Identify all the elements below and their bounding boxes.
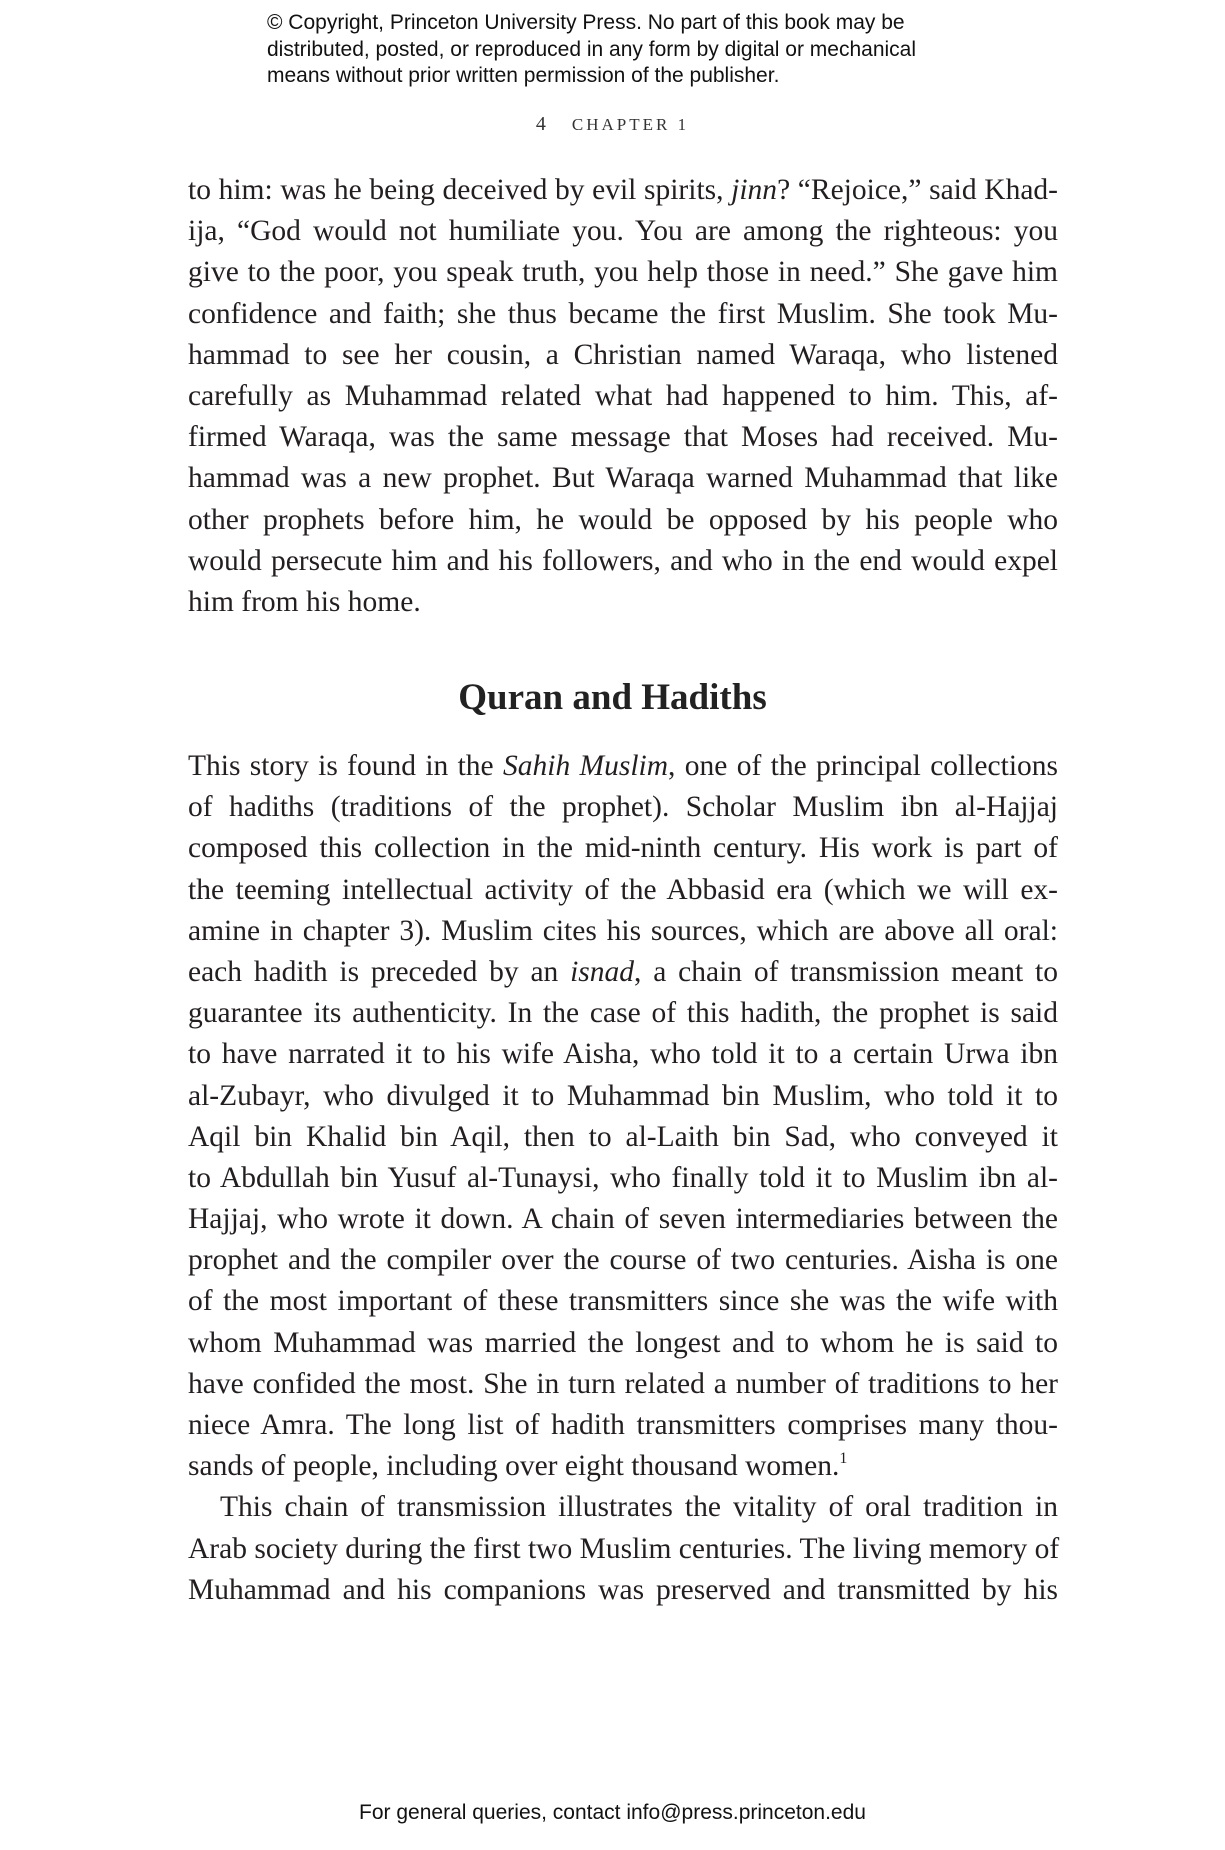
- text-line: al-Zubayr, who divulged it to Muhammad bin Muslim, who told it to: [188, 1079, 1058, 1112]
- text-line: give to the poor, you speak truth, you help those in need.” She gave him: [188, 256, 1058, 289]
- text-line: prophet and the compiler over the course of two centuries. Aisha is one: [188, 1244, 1058, 1277]
- paragraph-2-body: [188, 746, 1058, 1487]
- italic-term: isnad: [570, 955, 635, 988]
- copyright-line: distributed, posted, or reproduced in any form by digital or mechanical: [267, 37, 917, 61]
- text-line: to him: was he being deceived by evil spirits, jinn? “Rejoice,” said Khad-: [188, 174, 1058, 206]
- copyright-notice: [267, 10, 987, 90]
- paragraph-1: [188, 170, 1058, 623]
- text-line: amine in chapter 3). Muslim cites his sources, which are above all oral:: [188, 914, 1058, 947]
- text-line: confidence and faith; she thus became the first Muslim. She took Mu-: [188, 297, 1058, 330]
- text-line: to Abdullah bin Yusuf al-Tunaysi, who finally told it to Muslim ibn al-: [188, 1161, 1058, 1194]
- footnote-marker[interactable]: 1: [839, 1450, 848, 1468]
- text-line: guarantee its authenticity. In the case of this hadith, the prophet is said: [188, 997, 1058, 1030]
- text-line: have confided the most. She in turn related a number of traditions to her: [188, 1367, 1058, 1400]
- text-line: Muhammad and his companions was preserved and transmitted by his: [188, 1573, 1058, 1606]
- text-line: ija, “God would not humiliate you. You are among the righteous: you: [188, 215, 1058, 248]
- text-line: carefully as Muhammad related what had happened to him. This, af-: [188, 379, 1058, 412]
- text-line: of the most important of these transmitters since she was the wife with: [188, 1285, 1058, 1318]
- text-line: the teeming intellectual activity of the Abbasid era (which we will ex-: [188, 873, 1058, 906]
- text-line: each hadith is preceded by an isnad, a chain of transmission meant to: [188, 955, 1059, 988]
- text-line: hammad was a new prophet. But Waraqa warned Muhammad that like: [188, 462, 1058, 495]
- text-line: Hajjaj, who wrote it down. A chain of seven intermediaries between the: [188, 1203, 1058, 1236]
- italic-term: jinn: [731, 174, 778, 206]
- copyright-line: means without prior written permission of the publisher.: [267, 64, 780, 87]
- paragraph-2: [188, 746, 1058, 1611]
- footer-contact: For general queries, contact info@press.princeton.edu: [359, 1801, 866, 1824]
- text-line: niece Amra. The long list of hadith transmitters comprises many thou-: [188, 1409, 1058, 1441]
- text-line: hammad to see her cousin, a Christian named Waraqa, who listened: [188, 338, 1058, 371]
- text-line: whom Muhammad was married the longest and to whom he is said to: [188, 1326, 1058, 1359]
- page-number: 4: [535, 113, 546, 135]
- text-line: him from his home.: [188, 585, 421, 618]
- text-line: other prophets before him, he would be opposed by his people who: [188, 503, 1058, 536]
- text-line: to have narrated it to his wife Aisha, who told it to a certain Urwa ibn: [188, 1038, 1058, 1071]
- text-line: Arab society during the first two Muslim centuries. The living memory of: [188, 1532, 1060, 1565]
- copyright-line: © Copyright, Princeton University Press. No part of this book may be: [267, 11, 905, 34]
- text-line: composed this collection in the mid-ninth century. His work is part of: [188, 832, 1058, 865]
- text-line: This chain of transmission illustrates the vitality of oral tradition in: [220, 1491, 1058, 1524]
- text-line: sands of people, including over eight thousand women.$^1$: [188, 1450, 848, 1483]
- chapter-label: CHAPTER 1: [571, 115, 690, 134]
- text-line: firmed Waraqa, was the same message that Moses had received. Mu-: [188, 421, 1058, 454]
- running-head: [0, 113, 1225, 136]
- text-line: of hadiths (traditions of the prophet). Scholar Muslim ibn al-Hajjaj: [188, 791, 1058, 824]
- text-line: This story is found in the Sahih Muslim, one of the principal collections: [188, 750, 1058, 782]
- text-line: Aqil bin Khalid bin Aqil, then to al-Laith bin Sad, who conveyed it: [188, 1120, 1058, 1153]
- paragraph-3-body: [188, 1487, 1058, 1611]
- section-heading: Quran and Hadiths: [458, 677, 767, 718]
- text-line: would persecute him and his followers, and who in the end would expel: [188, 544, 1058, 577]
- italic-term: Sahih Muslim: [503, 750, 669, 782]
